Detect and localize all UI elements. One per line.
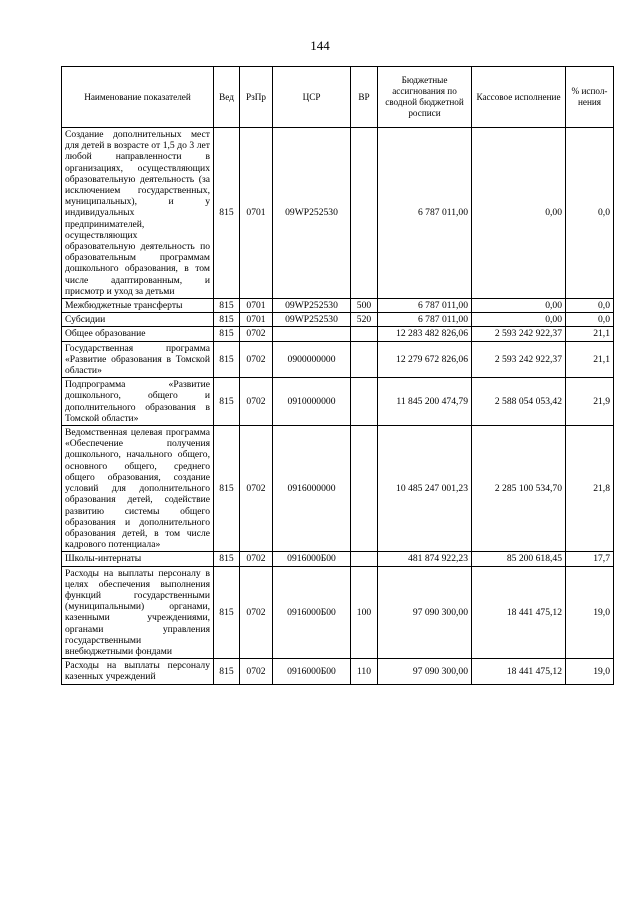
table-row (62, 327, 614, 341)
cell-ved: 815 (214, 313, 240, 327)
cell-rzpr: 0702 (240, 566, 273, 659)
table-header-row (62, 67, 614, 128)
table-row (62, 426, 614, 552)
cell-pct: 0,0 (566, 313, 614, 327)
cell-rzpr: 0701 (240, 313, 273, 327)
cell-pct: 21,1 (566, 327, 614, 341)
cell-csr: 0916000Б00 (273, 566, 351, 659)
cell-csr: 0916000Б00 (273, 552, 351, 566)
header-csr: ЦСР (273, 67, 351, 128)
cell-name: Государственная программа «Развитие образования в Томской области» (62, 341, 214, 378)
header-vr: ВР (351, 67, 378, 128)
cell-name: Ведомственная целевая программа «Обеспечение получения дошкольного, начального общего, основного общего, среднего общего образования, создание условий для дополнительного образования детей, содействие развитию системы общего образования и дополнительного образования детей, в том числе кадрового потенциала» (62, 426, 214, 552)
cell-ved: 815 (214, 659, 240, 684)
cell-vr: 520 (351, 313, 378, 327)
cell-budget: 10 485 247 001,23 (378, 426, 472, 552)
cell-csr: 0916000Б00 (273, 659, 351, 684)
cell-ved: 815 (214, 341, 240, 378)
cell-vr: 110 (351, 659, 378, 684)
cell-name: Общее образование (62, 327, 214, 341)
cell-name: Расходы на выплаты персоналу казенных учреждений (62, 659, 214, 684)
cell-vr (351, 426, 378, 552)
cell-csr: 0910000000 (273, 378, 351, 426)
table-row (62, 299, 614, 313)
cell-rzpr: 0702 (240, 659, 273, 684)
cell-cash: 18 441 475,12 (472, 659, 566, 684)
cell-cash: 2 285 100 534,70 (472, 426, 566, 552)
cell-vr (351, 341, 378, 378)
table-row (62, 659, 614, 684)
cell-name: Межбюджетные трансферты (62, 299, 214, 313)
cell-rzpr: 0702 (240, 341, 273, 378)
table-row (62, 378, 614, 426)
cell-csr: 09WP252530 (273, 299, 351, 313)
cell-rzpr: 0701 (240, 299, 273, 313)
cell-csr: 09WP252530 (273, 313, 351, 327)
page-number: 144 (310, 38, 330, 53)
cell-name: Подпрограмма «Развитие дошкольного, общего и дополнительного образования в Томской области» (62, 378, 214, 426)
cell-pct: 21,1 (566, 341, 614, 378)
cell-pct: 17,7 (566, 552, 614, 566)
cell-rzpr: 0702 (240, 378, 273, 426)
cell-name: Расходы на выплаты персоналу в целях обеспечения выполнения функций государственными (муниципальными) органами, казенными учреждениями, органами управления государственными внебюджетными фондами (62, 566, 214, 659)
cell-cash: 0,00 (472, 128, 566, 299)
cell-vr (351, 378, 378, 426)
cell-pct: 0,0 (566, 299, 614, 313)
cell-ved: 815 (214, 426, 240, 552)
table-row (62, 552, 614, 566)
cell-ved: 815 (214, 128, 240, 299)
cell-budget: 97 090 300,00 (378, 659, 472, 684)
cell-vr: 100 (351, 566, 378, 659)
cell-vr (351, 552, 378, 566)
table-row (62, 566, 614, 659)
cell-pct: 21,8 (566, 426, 614, 552)
cell-cash: 0,00 (472, 299, 566, 313)
cell-csr: 0916000000 (273, 426, 351, 552)
cell-pct: 0,0 (566, 128, 614, 299)
cell-ved: 815 (214, 327, 240, 341)
cell-budget: 97 090 300,00 (378, 566, 472, 659)
cell-ved: 815 (214, 552, 240, 566)
cell-csr: 09WP252530 (273, 128, 351, 299)
cell-csr (273, 327, 351, 341)
cell-budget: 481 874 922,23 (378, 552, 472, 566)
cell-budget: 12 279 672 826,06 (378, 341, 472, 378)
cell-rzpr: 0702 (240, 327, 273, 341)
cell-csr: 0900000000 (273, 341, 351, 378)
cell-name: Субсидии (62, 313, 214, 327)
header-cash: Кассовое исполнение (472, 67, 566, 128)
cell-vr (351, 327, 378, 341)
table-row (62, 341, 614, 378)
cell-ved: 815 (214, 378, 240, 426)
cell-cash: 18 441 475,12 (472, 566, 566, 659)
cell-vr: 500 (351, 299, 378, 313)
table-row (62, 128, 614, 299)
cell-budget: 12 283 482 826,06 (378, 327, 472, 341)
cell-budget: 6 787 011,00 (378, 299, 472, 313)
header-rzpr: РзПр (240, 67, 273, 128)
cell-name: Школы-интернаты (62, 552, 214, 566)
cell-rzpr: 0702 (240, 426, 273, 552)
cell-cash: 85 200 618,45 (472, 552, 566, 566)
cell-rzpr: 0701 (240, 128, 273, 299)
header-budget: Бюджетные ассигнования по сводной бюджетной росписи (378, 67, 472, 128)
header-pct: % испол-нения (566, 67, 614, 128)
cell-pct: 21,9 (566, 378, 614, 426)
table-row (62, 313, 614, 327)
cell-budget: 6 787 011,00 (378, 128, 472, 299)
cell-ved: 815 (214, 299, 240, 313)
cell-cash: 2 593 242 922,37 (472, 341, 566, 378)
cell-rzpr: 0702 (240, 552, 273, 566)
cell-cash: 0,00 (472, 313, 566, 327)
cell-budget: 11 845 200 474,79 (378, 378, 472, 426)
budget-execution-table (61, 66, 614, 685)
cell-budget: 6 787 011,00 (378, 313, 472, 327)
cell-name: Создание дополнительных мест для детей в возрасте от 1,5 до 3 лет любой направленности в организациях, осуществляющих образовательную деятельность (за исключением государственных, муниципальных), и у индивидуальных предпринимателей, осуществляющих образовательную деятельность по образовательным программам дошкольного образования, в том числе адаптированным, и присмотр и уход за детьми (62, 128, 214, 299)
cell-vr (351, 128, 378, 299)
header-ved: Вед (214, 67, 240, 128)
cell-cash: 2 593 242 922,37 (472, 327, 566, 341)
cell-pct: 19,0 (566, 659, 614, 684)
cell-cash: 2 588 054 053,42 (472, 378, 566, 426)
cell-ved: 815 (214, 566, 240, 659)
header-name: Наименование показателей (62, 67, 214, 128)
cell-pct: 19,0 (566, 566, 614, 659)
